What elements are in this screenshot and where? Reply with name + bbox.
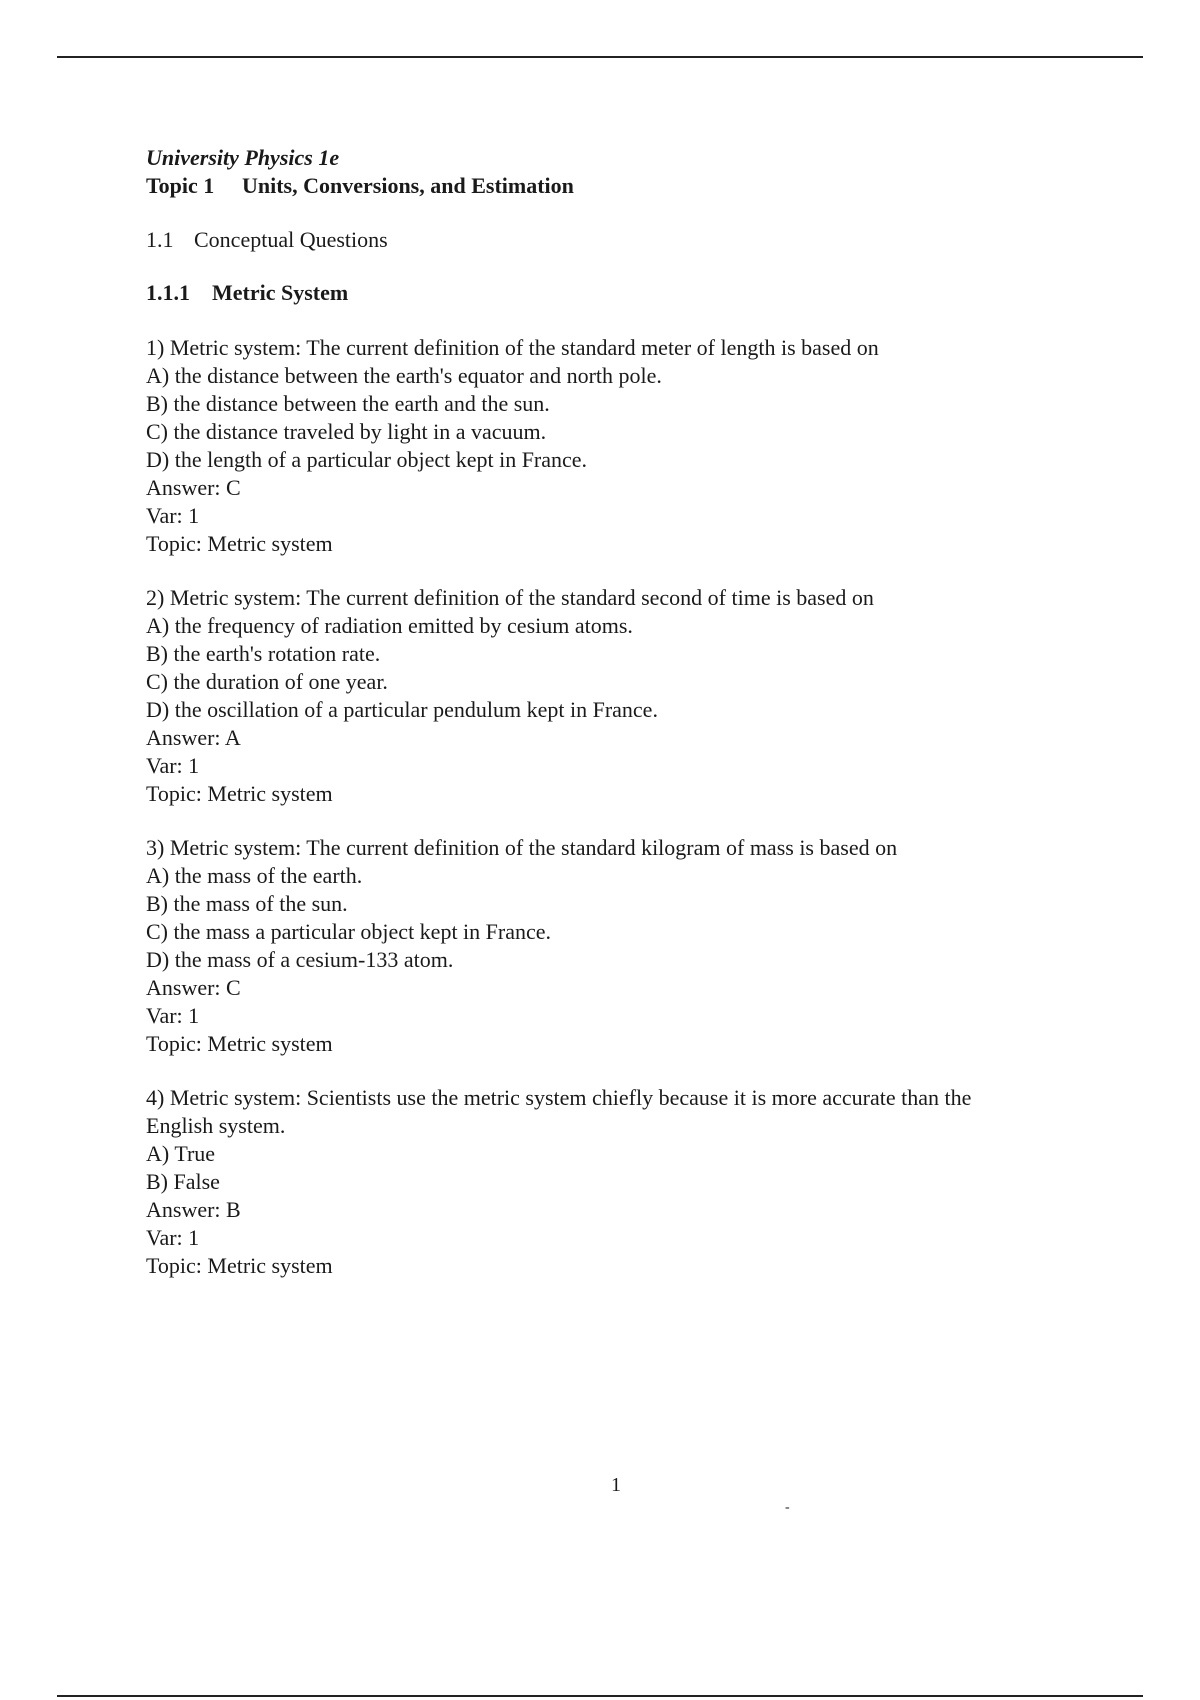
bottom-rule: [57, 1695, 1143, 1697]
option-c: C) the mass a particular object kept in France.: [146, 919, 552, 944]
question-stem: 1) Metric system: The current definition of the standard meter of length is based on: [146, 335, 879, 360]
var-line: Var: 1: [146, 1003, 200, 1028]
var-line: Var: 1: [146, 753, 200, 778]
option-b: B) the mass of the sun.: [146, 891, 348, 916]
footer-mark: -: [785, 1500, 790, 1515]
topic-heading: [146, 172, 1106, 200]
question-stem: 2) Metric system: The current definition of the standard second of time is based on: [146, 585, 874, 610]
topic-line: Topic: Metric system: [146, 531, 333, 556]
question-4: [146, 1084, 1106, 1280]
document-body: [146, 144, 1106, 1280]
answer-line: Answer: A: [146, 725, 241, 750]
option-d: D) the length of a particular object kept in France.: [146, 447, 588, 472]
option-b: B) the distance between the earth and the sun.: [146, 391, 550, 416]
question-stem-line-1: 4) Metric system: Scientists use the metric system chiefly because it is more accurate than the: [146, 1085, 972, 1110]
topic-number: Topic 1: [146, 173, 215, 198]
topic-line: Topic: Metric system: [146, 781, 333, 806]
section-heading: [146, 226, 1106, 254]
option-c: C) the distance traveled by light in a vacuum.: [146, 419, 547, 444]
section-title: Conceptual Questions: [194, 227, 388, 252]
section-number: 1.1: [146, 227, 174, 252]
option-a: A) the frequency of radiation emitted by cesium atoms.: [146, 613, 633, 638]
topic-line: Topic: Metric system: [146, 1253, 333, 1278]
option-a: A) the distance between the earth's equator and north pole.: [146, 363, 662, 388]
var-line: Var: 1: [146, 1225, 200, 1250]
topic-title: Units, Conversions, and Estimation: [242, 173, 574, 198]
option-a: A) the mass of the earth.: [146, 863, 363, 888]
option-d: D) the oscillation of a particular pendulum kept in France.: [146, 697, 658, 722]
answer-line: Answer: B: [146, 1197, 241, 1222]
subsection-title: Metric System: [212, 280, 349, 305]
book-title: University Physics 1e: [146, 145, 340, 170]
option-a: A) True: [146, 1141, 216, 1166]
option-b: B) the earth's rotation rate.: [146, 641, 381, 666]
option-c: C) the duration of one year.: [146, 669, 388, 694]
question-1: [146, 334, 1106, 558]
var-line: Var: 1: [146, 503, 200, 528]
answer-line: Answer: C: [146, 475, 241, 500]
question-stem-line-2: English system.: [146, 1113, 286, 1138]
top-rule: [57, 56, 1143, 58]
option-b: B) False: [146, 1169, 220, 1194]
page-number: 1: [611, 1474, 621, 1496]
answer-line: Answer: C: [146, 975, 241, 1000]
option-d: D) the mass of a cesium-133 atom.: [146, 947, 454, 972]
subsection-number: 1.1.1: [146, 280, 190, 305]
subsection-heading: [146, 279, 1106, 307]
question-3: [146, 834, 1106, 1058]
question-2: [146, 584, 1106, 808]
topic-line: Topic: Metric system: [146, 1031, 333, 1056]
question-stem: 3) Metric system: The current definition of the standard kilogram of mass is based on: [146, 835, 898, 860]
